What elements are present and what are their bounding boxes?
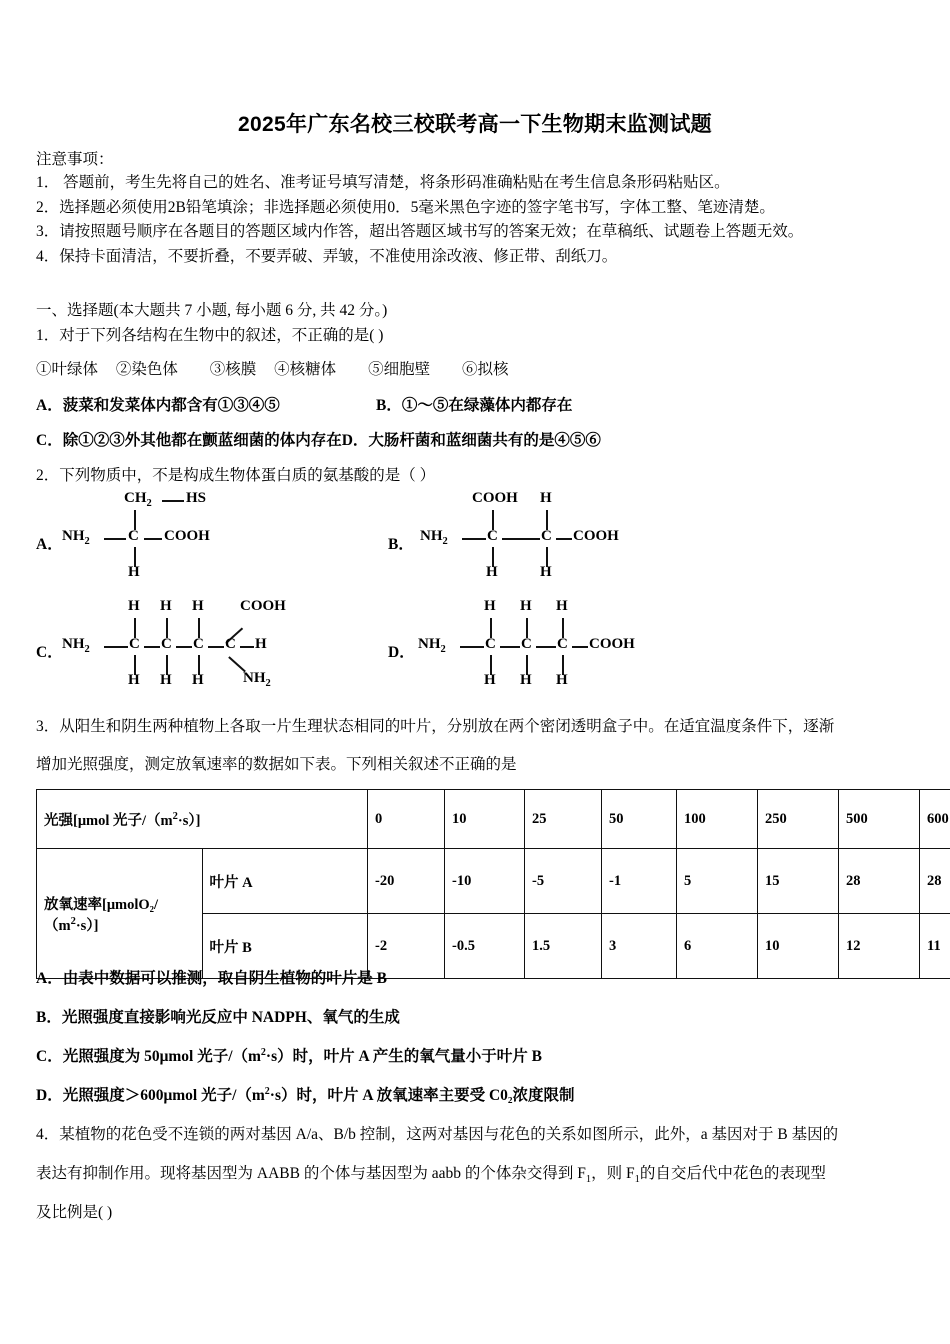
question-2-option-a-letter[interactable]: A． xyxy=(36,536,63,553)
chem-label-hs: HS xyxy=(186,490,207,506)
chem-label-h-bottom-1: H xyxy=(128,672,140,688)
chem-label-cooh-right: COOH xyxy=(573,528,619,544)
table-cell-leaf-a: -1 xyxy=(602,849,677,914)
q1-item: ②染色体 xyxy=(115,361,178,378)
chem-label-c2: C xyxy=(541,528,552,544)
chem-label-h-top: H xyxy=(540,490,552,506)
chem-label-h: H xyxy=(128,564,140,580)
bond-c3-cooh xyxy=(572,646,588,648)
q1-item: ①叶绿体 xyxy=(36,361,99,378)
bond-h-c2 xyxy=(546,510,548,530)
chem-label-c2: C xyxy=(521,636,532,652)
bond-nh2-c xyxy=(104,538,126,540)
chem-label-h-top-3: H xyxy=(556,598,568,614)
table-cell-leaf-b: 1.5 xyxy=(525,914,602,979)
bond-nh2-c1 xyxy=(104,646,128,648)
q1-item: ⑤细胞壁 xyxy=(368,361,431,378)
table-cell-light: 50 xyxy=(602,790,677,849)
table-cell-light: 10 xyxy=(445,790,525,849)
question-1-option-c[interactable]: C．除①②③外其他都在颤蓝细菌的体内存在 xyxy=(36,432,342,449)
table-row-leaf-a xyxy=(37,849,950,914)
table-cell-leaf-a: 15 xyxy=(758,849,839,914)
table-cell-leaf-b: -2 xyxy=(368,914,445,979)
notice-heading: 注意事项： xyxy=(36,151,114,168)
table-cell-light: 25 xyxy=(525,790,602,849)
bond-h2-c2 xyxy=(166,618,168,638)
bond-c2-cooh xyxy=(556,538,572,540)
question-3-option-c[interactable]: C．光照强度为 50μmol 光子$/(m^2\cdot s)$时，叶片 A 产生的氧气量小于叶片 B xyxy=(36,1046,542,1065)
question-1-option-d[interactable]: D．大肠杆菌和蓝细菌共有的是④⑤⑥ xyxy=(341,432,601,449)
table-header-oxygen-rate: 放氧速率$[\mu molO_2/(m^2\cdot s)]$ xyxy=(37,849,203,979)
notice-item: 3．请按照题号顺序在各题目的答题区域内作答，超出答题区域书写的答案无效；在草稿纸、试题卷上答题无效。 xyxy=(36,223,804,240)
question-1-option-a[interactable]: A．菠菜和发菜体内都含有①③④⑤ xyxy=(36,397,280,414)
bond-nh2-c1 xyxy=(460,646,484,648)
chem-label-h-top-1: H xyxy=(128,598,140,614)
table-row-light-intensity xyxy=(37,790,950,849)
chem-label-nh2: $NH_2$ xyxy=(418,636,446,655)
question-3-option-a[interactable]: A．由表中数据可以推测，取自阴生植物的叶片是 B xyxy=(36,970,387,987)
q1-item: ⑥拟核 xyxy=(461,361,509,378)
question-1-option-b[interactable]: B．①～⑤在绿藻体内都存在 xyxy=(376,397,573,414)
bond-nh2-c1 xyxy=(462,538,486,540)
chem-label-c: C xyxy=(128,528,139,544)
question-1-item-list xyxy=(36,357,508,379)
bond-c1-c2 xyxy=(500,646,520,648)
table-cell-leaf-b: 11 xyxy=(920,914,950,979)
chem-label-h-bottom-1: H xyxy=(484,672,496,688)
table-cell-leaf-b: 12 xyxy=(839,914,920,979)
table-cell-leaf-a: 28 xyxy=(920,849,950,914)
bond-c-cooh xyxy=(144,538,162,540)
bond-cooh-c1 xyxy=(492,510,494,530)
chem-label-c3: C xyxy=(557,636,568,652)
chem-label-c1: C xyxy=(487,528,498,544)
oxygen-release-data-table xyxy=(36,789,950,979)
bond-ch2-hs xyxy=(162,500,184,502)
chem-label-ch2: $CH_2$ xyxy=(124,490,152,509)
chem-label-h-bottom-right: H xyxy=(540,564,552,580)
chem-label-h-branch: H xyxy=(255,636,267,652)
q1-item: ④核糖体 xyxy=(274,361,337,378)
bond-h1-c1 xyxy=(490,618,492,638)
question-2-option-d-letter[interactable]: D． xyxy=(388,644,415,661)
question-4-stem-line3: 及比例是( ) xyxy=(36,1204,113,1221)
chem-label-nh2-left: $NH_2$ xyxy=(62,636,90,655)
bond-h2-c2 xyxy=(526,618,528,638)
chem-label-cooh: COOH xyxy=(589,636,635,652)
question-2-structure-a xyxy=(36,490,366,585)
table-cell-leaf-b: 6 xyxy=(677,914,758,979)
chem-label-h-bottom-left: H xyxy=(486,564,498,580)
chem-label-cooh: COOH xyxy=(164,528,210,544)
chem-label-h-bottom-3: H xyxy=(192,672,204,688)
notice-item: 1． 答题前，考生先将自己的姓名、准考证号填写清楚，将条形码准确粘贴在考生信息条形码粘贴区。 xyxy=(36,174,730,191)
chem-label-nh2-branch: $NH_2$ xyxy=(243,670,271,689)
table-cell-leaf-a: 28 xyxy=(839,849,920,914)
question-2-option-b-letter[interactable]: B． xyxy=(388,536,414,553)
chem-label-nh2: $NH_2$ xyxy=(420,528,448,547)
page-title: 2025年广东名校三校联考高一下生物期末监测试题 xyxy=(238,113,712,136)
chem-label-h-top-2: H xyxy=(520,598,532,614)
chem-label-c4: C xyxy=(225,636,236,652)
question-3-stem-line1: 3．从阳生和阴生两种植物上各取一片生理状态相同的叶片，分别放在两个密闭透明盒子中。在适宜温度条件下，逐渐 xyxy=(36,718,835,735)
section-heading: 一、选择题(本大题共 7 小题, 每小题 6 分, 共 42 分。) xyxy=(36,302,388,319)
chem-label-h-bottom-2: H xyxy=(520,672,532,688)
chem-label-cooh-top: COOH xyxy=(472,490,518,506)
table-cell-light: 600 xyxy=(920,790,950,849)
chem-label-h-top-3: H xyxy=(192,598,204,614)
bond-h3-c3 xyxy=(562,618,564,638)
question-3-option-d[interactable]: D．光照强度＞600μmol 光子$/(m^2\cdot s)$时，叶片 A 放氧速率主要受 C0₂浓度限制 xyxy=(36,1085,575,1104)
notice-item: 2．选择题必须使用2B铅笔填涂；非选择题必须使用0．5毫米黑色字迹的签字笔书写，字体工整、笔迹清楚。 xyxy=(36,198,775,216)
question-4-stem-line1: 4．某植物的花色受不连锁的两对基因 A/a、B/b 控制，这两对基因与花色的关系如图所示，此外，a 基因对于 B 基因的 xyxy=(36,1126,839,1143)
bond-c1-c2 xyxy=(502,538,540,540)
question-2-structure-b xyxy=(388,490,718,585)
bond-h1-c1 xyxy=(134,618,136,638)
bond-c2-c3 xyxy=(176,646,192,648)
bond-c2-c3 xyxy=(536,646,556,648)
table-cell-leaf-b: -0.5 xyxy=(445,914,525,979)
chem-label-c3: C xyxy=(193,636,204,652)
notice-block xyxy=(36,148,916,269)
chem-label-h-bottom-3: H xyxy=(556,672,568,688)
table-cell-light: 0 xyxy=(368,790,445,849)
bond-c3-c4 xyxy=(208,646,224,648)
question-2-structure-c xyxy=(36,598,376,693)
table-label-leaf-a: 叶片 A xyxy=(202,849,368,914)
table-label-leaf-b: 叶片 B xyxy=(202,914,368,979)
bond-c1-c2 xyxy=(144,646,160,648)
table-header-light-intensity: 光强[μmol 光子$/(m^2\cdot s)$] xyxy=(37,790,368,849)
table-cell-light: 100 xyxy=(677,790,758,849)
question-1-options-cd xyxy=(36,428,916,450)
table-cell-leaf-a: 5 xyxy=(677,849,758,914)
table-cell-leaf-a: -5 xyxy=(525,849,602,914)
table-cell-leaf-a: -10 xyxy=(445,849,525,914)
bond-ch2-c xyxy=(134,510,136,530)
chem-label-c1: C xyxy=(485,636,496,652)
question-2-structure-d xyxy=(388,598,718,693)
question-3-stem-line2: 增加光照强度，测定放氧速率的数据如下表。下列相关叙述不正确的是 xyxy=(36,756,517,773)
chem-label-c1: C xyxy=(129,636,140,652)
table-cell-leaf-b: 3 xyxy=(602,914,677,979)
table-cell-light: 250 xyxy=(758,790,839,849)
question-4-stem-line2: 表达有抑制作用。现将基因型为 AABB 的个体与基因型为 aabb 的个体杂交得到 $F_1$，则 $F_1$的自交后代中花色的表现型 xyxy=(36,1165,826,1186)
table-cell-leaf-b: 10 xyxy=(758,914,839,979)
table-cell-leaf-a: -20 xyxy=(368,849,445,914)
chem-label-c2: C xyxy=(161,636,172,652)
chem-label-cooh-branch: COOH xyxy=(240,598,286,614)
notice-item: 4．保持卡面清洁，不要折叠，不要弄破、弄皱，不准使用涂改液、修正带、刮纸刀。 xyxy=(36,247,618,265)
q1-item: ③核膜 xyxy=(209,361,257,378)
chem-label-h-top-1: H xyxy=(484,598,496,614)
question-1-stem: 1．对于下列各结构在生物中的叙述，不正确的是( ) xyxy=(36,327,384,344)
table-cell-light: 500 xyxy=(839,790,920,849)
chem-label-h-bottom-2: H xyxy=(160,672,172,688)
chem-label-h-top-2: H xyxy=(160,598,172,614)
bond-c4-h xyxy=(240,646,254,648)
bond-h3-c3 xyxy=(198,618,200,638)
question-2-option-c-letter[interactable]: C． xyxy=(36,644,63,661)
question-1-options-ab xyxy=(36,393,916,415)
question-3-option-b[interactable]: B．光照强度直接影响光反应中 NADPH、氧气的生成 xyxy=(36,1009,400,1026)
chem-label-nh2: $NH_2$ xyxy=(62,528,90,547)
question-2-stem: 2．下列物质中，不是构成生物体蛋白质的氨基酸的是（ ） xyxy=(36,467,436,484)
